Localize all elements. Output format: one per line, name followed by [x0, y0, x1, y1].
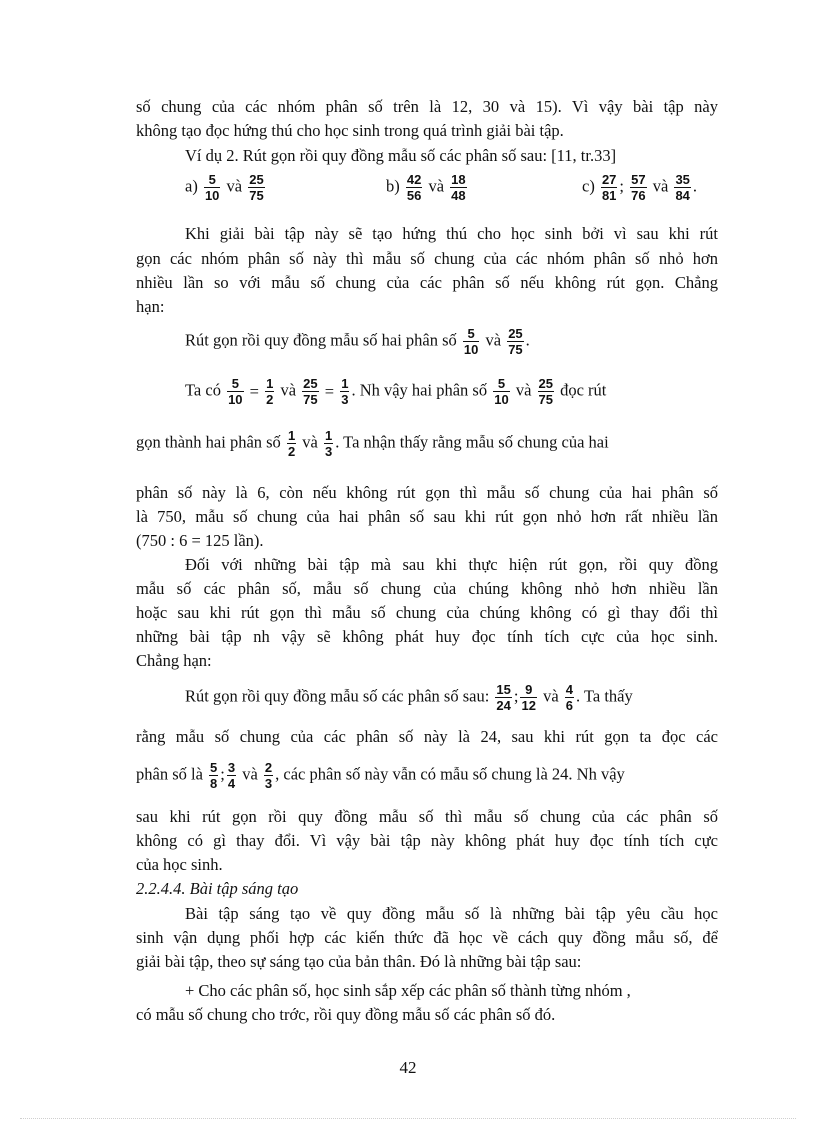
- fraction: $\frac{3}{4}$: [227, 760, 236, 791]
- text-line: nhiều lần so với mẫu số chung của các phân số nếu không rút gọn. Chẳng: [136, 273, 718, 292]
- text-line: hoặc sau khi rút gọn thì mẫu số chung của chúng không có gì thay đổi thì: [136, 603, 718, 622]
- text-line: sau khi rút gọn rồi quy đồng mẫu số thì mẫu số chung của các phân số: [136, 807, 718, 826]
- text-line: Khi giải bài tập này sẽ tạo hứng thú cho học sinh bởi vì sau khi rút: [185, 224, 718, 243]
- math-line: Rút gọn rồi quy đồng mẫu số hai phân số $\frac{5}{10}$ và $\frac{25}{75}$ .: [185, 326, 530, 357]
- fraction: $\frac{5}{10}$: [228, 376, 243, 407]
- math-line: Rút gọn rồi quy đồng mẫu số các phân số sau: $\frac{15}{24}$ ; $\frac{9}{12}$ và $\frac{4}{6}$ . Ta thấy: [185, 682, 633, 713]
- math-line: Ta có $\frac{5}{10}$ = $\frac{1}{2}$ và $\frac{25}{75}$ = $\frac{1}{3}$ . Nh vậy hai phân số $\frac{5}{10}$ và $\frac{25}{75}$ đọc rút: [185, 376, 607, 407]
- text-line: (750 : 6 = 125 lần).: [136, 531, 264, 550]
- exercise-label: c): [582, 176, 595, 196]
- fraction: $\frac{5}{10}$: [463, 326, 479, 357]
- math-line: phân số là $\frac{5}{8}$ ; $\frac{3}{4}$ và $\frac{2}{3}$ , các phân số này vẫn có mẫu số chung là 24. Nh vậy: [136, 760, 625, 791]
- math-line: gọn thành hai phân số $\frac{1}{2}$ và $\frac{1}{3}$ . Ta nhận thấy rằng mẫu số chung của hai: [136, 428, 609, 459]
- fraction: $\frac{35}{84}$: [675, 172, 690, 203]
- text-line: phân số này là 6, còn nếu không rút gọn thì mẫu số chung của hai phân số: [136, 483, 718, 502]
- text-line: Chẳng hạn:: [136, 651, 212, 670]
- text-line: + Cho các phân số, học sinh sắp xếp các phân số thành từng nhóm ,: [185, 981, 631, 1000]
- text-line: hạn:: [136, 297, 165, 316]
- bottom-rule: [20, 1118, 796, 1119]
- text-line: số chung của các nhóm phân số trên là 12, 30 và 15). Vì vậy bài tập này: [136, 97, 718, 116]
- exercise-label: b): [386, 176, 400, 196]
- fraction: $\frac{25}{75}$: [303, 376, 318, 407]
- text-line: không có gì thay đổi. Vì vậy bài tập này không phát huy đọc tính tích cực: [136, 831, 718, 850]
- text-line: Đối với những bài tập mà sau khi thực hiện rút gọn, rồi quy đồng: [185, 555, 718, 574]
- text-line: mẫu số các phân số, mẫu số chung của chúng không nhỏ hơn nhiều lần: [136, 579, 718, 598]
- connector-word: và: [428, 176, 445, 196]
- fraction: $\frac{25}{75}$: [508, 326, 523, 357]
- fraction: $\frac{25}{75}$: [538, 376, 553, 407]
- fraction: $\frac{15}{24}$: [496, 682, 511, 713]
- fraction: $\frac{42}{56}$: [406, 172, 422, 203]
- fraction: $\frac{25}{75}$: [249, 172, 264, 203]
- exercise-b: [386, 172, 469, 203]
- fraction: $\frac{5}{10}$: [204, 172, 220, 203]
- fraction: $\frac{1}{3}$: [341, 376, 349, 407]
- text-line: giải bài tập, theo sự sáng tạo của bản thân. Đó là những bài tập sau:: [136, 952, 582, 971]
- section-heading: 2.2.4.4. Bài tập sáng tạo: [136, 879, 299, 898]
- connector-word: và: [226, 176, 243, 196]
- text-line: của học sinh.: [136, 855, 223, 874]
- fraction: $\frac{4}{6}$: [565, 682, 574, 713]
- text-line: có mẫu số chung cho trớc, rồi quy đồng mẫu số các phân số đó.: [136, 1005, 556, 1024]
- fraction: $\frac{57}{76}$: [631, 172, 646, 203]
- example-title: Ví dụ 2. Rút gọn rồi quy đồng mẫu số các phân số sau: [11, tr.33]: [185, 146, 617, 165]
- text-line: Bài tập sáng tạo về quy đồng mẫu số là những bài tập yêu cầu học: [185, 904, 718, 923]
- exercise-label: a): [185, 176, 198, 196]
- fraction: $\frac{2}{3}$: [264, 760, 273, 791]
- fraction: $\frac{1}{2}$: [287, 428, 296, 459]
- text-line: rằng mẫu số chung của các phân số này là 24, sau khi rút gọn ta đọc các: [136, 727, 718, 746]
- exercise-c: c) $\frac{27}{81}$ ; $\frac{57}{76}$ và $\frac{35}{84}$ .: [582, 172, 698, 203]
- text-line: gọn các nhóm phân số này thì mẫu số chung của các nhóm phân số nhỏ hơn: [136, 249, 718, 268]
- fraction: $\frac{18}{48}$: [451, 172, 466, 203]
- fraction: $\frac{5}{10}$: [494, 376, 509, 407]
- fraction: $\frac{27}{81}$: [601, 172, 617, 203]
- exercise-a: [185, 172, 267, 203]
- text-line: những bài tập nh vậy sẽ không phát huy đọc tính tích cực của học sinh.: [136, 627, 718, 646]
- connector-word: và: [652, 176, 669, 196]
- fraction: $\frac{9}{12}$: [521, 682, 536, 713]
- text-line: sinh vận dụng phối hợp các kiến thức đã học về cách quy đồng mẫu số, để: [136, 928, 718, 947]
- page-number: 42: [399, 1058, 417, 1077]
- fraction: $\frac{5}{8}$: [210, 760, 218, 791]
- text-line: là 750, mẫu số chung của hai phân số sau khi rút gọn nhỏ hơn rất nhiều lần: [136, 507, 718, 526]
- fraction: $\frac{1}{3}$: [325, 428, 333, 459]
- text-line: không tạo đọc hứng thú cho học sinh trong quá trình giải bài tập.: [136, 121, 564, 140]
- fraction: $\frac{1}{2}$: [266, 376, 274, 407]
